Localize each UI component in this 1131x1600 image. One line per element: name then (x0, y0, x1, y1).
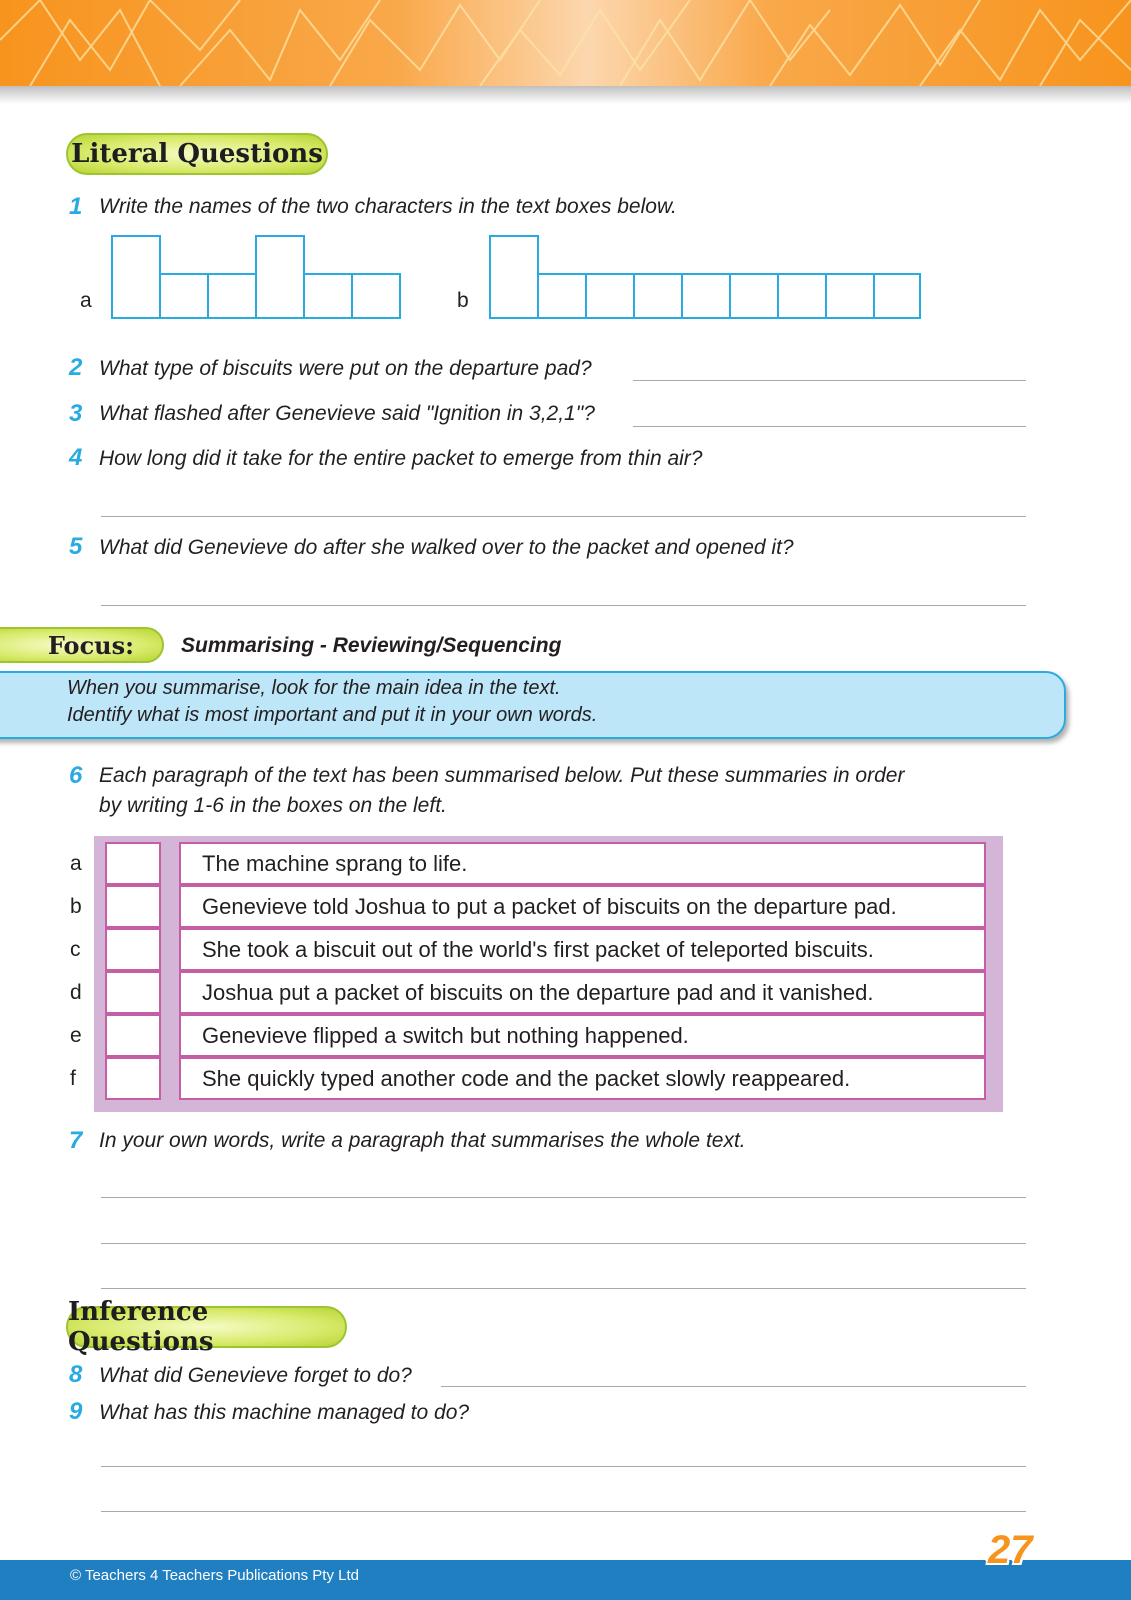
letter-box[interactable] (825, 273, 875, 319)
letter-box[interactable] (351, 273, 401, 319)
summary-text: Joshua put a packet of biscuits on the departure pad and it vanished. (179, 971, 986, 1014)
table-row (70, 928, 1003, 971)
focus-label: Focus: (0, 627, 164, 663)
question-6-text-line-1: Each paragraph of the text has been summarised below. Put these summaries in order (99, 764, 905, 787)
focus-tip-line-2: Identify what is most important and put it in your own words. (67, 704, 598, 726)
banner-pattern (0, 0, 1131, 86)
answer-line-2[interactable] (633, 380, 1026, 381)
order-input-box[interactable] (105, 928, 161, 971)
answer-line-8[interactable] (441, 1386, 1026, 1387)
name-a-label: a (80, 289, 92, 312)
table-row (70, 1014, 1003, 1057)
question-number-4: 4 (69, 444, 83, 471)
row-letter: e (70, 1024, 82, 1047)
letter-box[interactable] (159, 273, 209, 319)
order-input-box[interactable] (105, 842, 161, 885)
summary-text: Genevieve flipped a switch but nothing happened. (179, 1014, 986, 1057)
copyright-text: © Teachers 4 Teachers Publications Pty Ltd (70, 1567, 359, 1584)
letter-box[interactable] (489, 235, 539, 319)
order-input-box[interactable] (105, 1014, 161, 1057)
letter-box[interactable] (207, 273, 257, 319)
name-b-label: b (457, 289, 469, 312)
question-number-8: 8 (69, 1361, 83, 1388)
letter-box[interactable] (729, 273, 779, 319)
question-9-text: What has this machine managed to do? (99, 1401, 470, 1424)
inference-questions-heading: Inference Questions (66, 1306, 347, 1348)
order-input-box[interactable] (105, 1057, 161, 1100)
question-5-text: What did Genevieve do after she walked over to the packet and opened it? (99, 536, 794, 559)
letter-box[interactable] (777, 273, 827, 319)
row-letter: f (70, 1067, 76, 1090)
focus-title: Summarising - Reviewing/Sequencing (181, 634, 562, 657)
question-number-9: 9 (69, 1398, 83, 1425)
question-number-6: 6 (69, 762, 83, 789)
question-7-text: In your own words, write a paragraph that summarises the whole text. (99, 1129, 746, 1152)
table-row (70, 842, 1003, 885)
letter-box[interactable] (111, 235, 161, 319)
letter-box[interactable] (585, 273, 635, 319)
answer-line-9a[interactable] (101, 1466, 1026, 1467)
table-row (70, 1057, 1003, 1100)
page-number: 27 (988, 1528, 1033, 1572)
question-1-text: Write the names of the two characters in the text boxes below. (99, 195, 677, 218)
question-number-7: 7 (69, 1127, 83, 1154)
letter-box[interactable] (537, 273, 587, 319)
literal-questions-heading: Literal Questions (66, 133, 328, 175)
letter-box[interactable] (255, 235, 305, 319)
row-letter: c (70, 938, 81, 961)
letter-box[interactable] (681, 273, 731, 319)
question-2-text: What type of biscuits were put on the departure pad? (99, 357, 592, 380)
answer-line-7b[interactable] (101, 1243, 1026, 1244)
order-input-box[interactable] (105, 885, 161, 928)
letter-box[interactable] (303, 273, 353, 319)
answer-line-4[interactable] (101, 516, 1026, 517)
table-row (70, 885, 1003, 928)
answer-line-5[interactable] (101, 605, 1026, 606)
question-3-text: What flashed after Genevieve said "Ignition in 3,2,1"? (99, 402, 595, 425)
order-input-box[interactable] (105, 971, 161, 1014)
question-4-text: How long did it take for the entire packet to emerge from thin air? (99, 447, 703, 470)
row-letter: b (70, 895, 82, 918)
answer-line-7c[interactable] (101, 1288, 1026, 1289)
question-number-3: 3 (69, 400, 83, 427)
focus-tip-line-1: When you summarise, look for the main idea in the text. (67, 677, 561, 699)
question-number-2: 2 (69, 354, 83, 381)
question-6-text-line-2: by writing 1-6 in the boxes on the left. (99, 794, 447, 817)
question-number-1: 1 (69, 193, 83, 220)
banner-shadow (0, 86, 1131, 104)
answer-line-3[interactable] (633, 426, 1026, 427)
summary-text: Genevieve told Joshua to put a packet of biscuits on the departure pad. (179, 885, 986, 928)
question-8-text: What did Genevieve forget to do? (99, 1364, 412, 1387)
summary-text: She quickly typed another code and the packet slowly reappeared. (179, 1057, 986, 1100)
letter-box[interactable] (873, 273, 921, 319)
answer-line-7a[interactable] (101, 1197, 1026, 1198)
row-letter: d (70, 981, 82, 1004)
question-number-5: 5 (69, 533, 83, 560)
header-banner (0, 0, 1131, 86)
table-row (70, 971, 1003, 1014)
sequence-table (70, 836, 1003, 1112)
letter-box[interactable] (633, 273, 683, 319)
summary-text: The machine sprang to life. (179, 842, 986, 885)
summary-text: She took a biscuit out of the world's first packet of teleported biscuits. (179, 928, 986, 971)
answer-line-9b[interactable] (101, 1511, 1026, 1512)
row-letter: a (70, 852, 82, 875)
